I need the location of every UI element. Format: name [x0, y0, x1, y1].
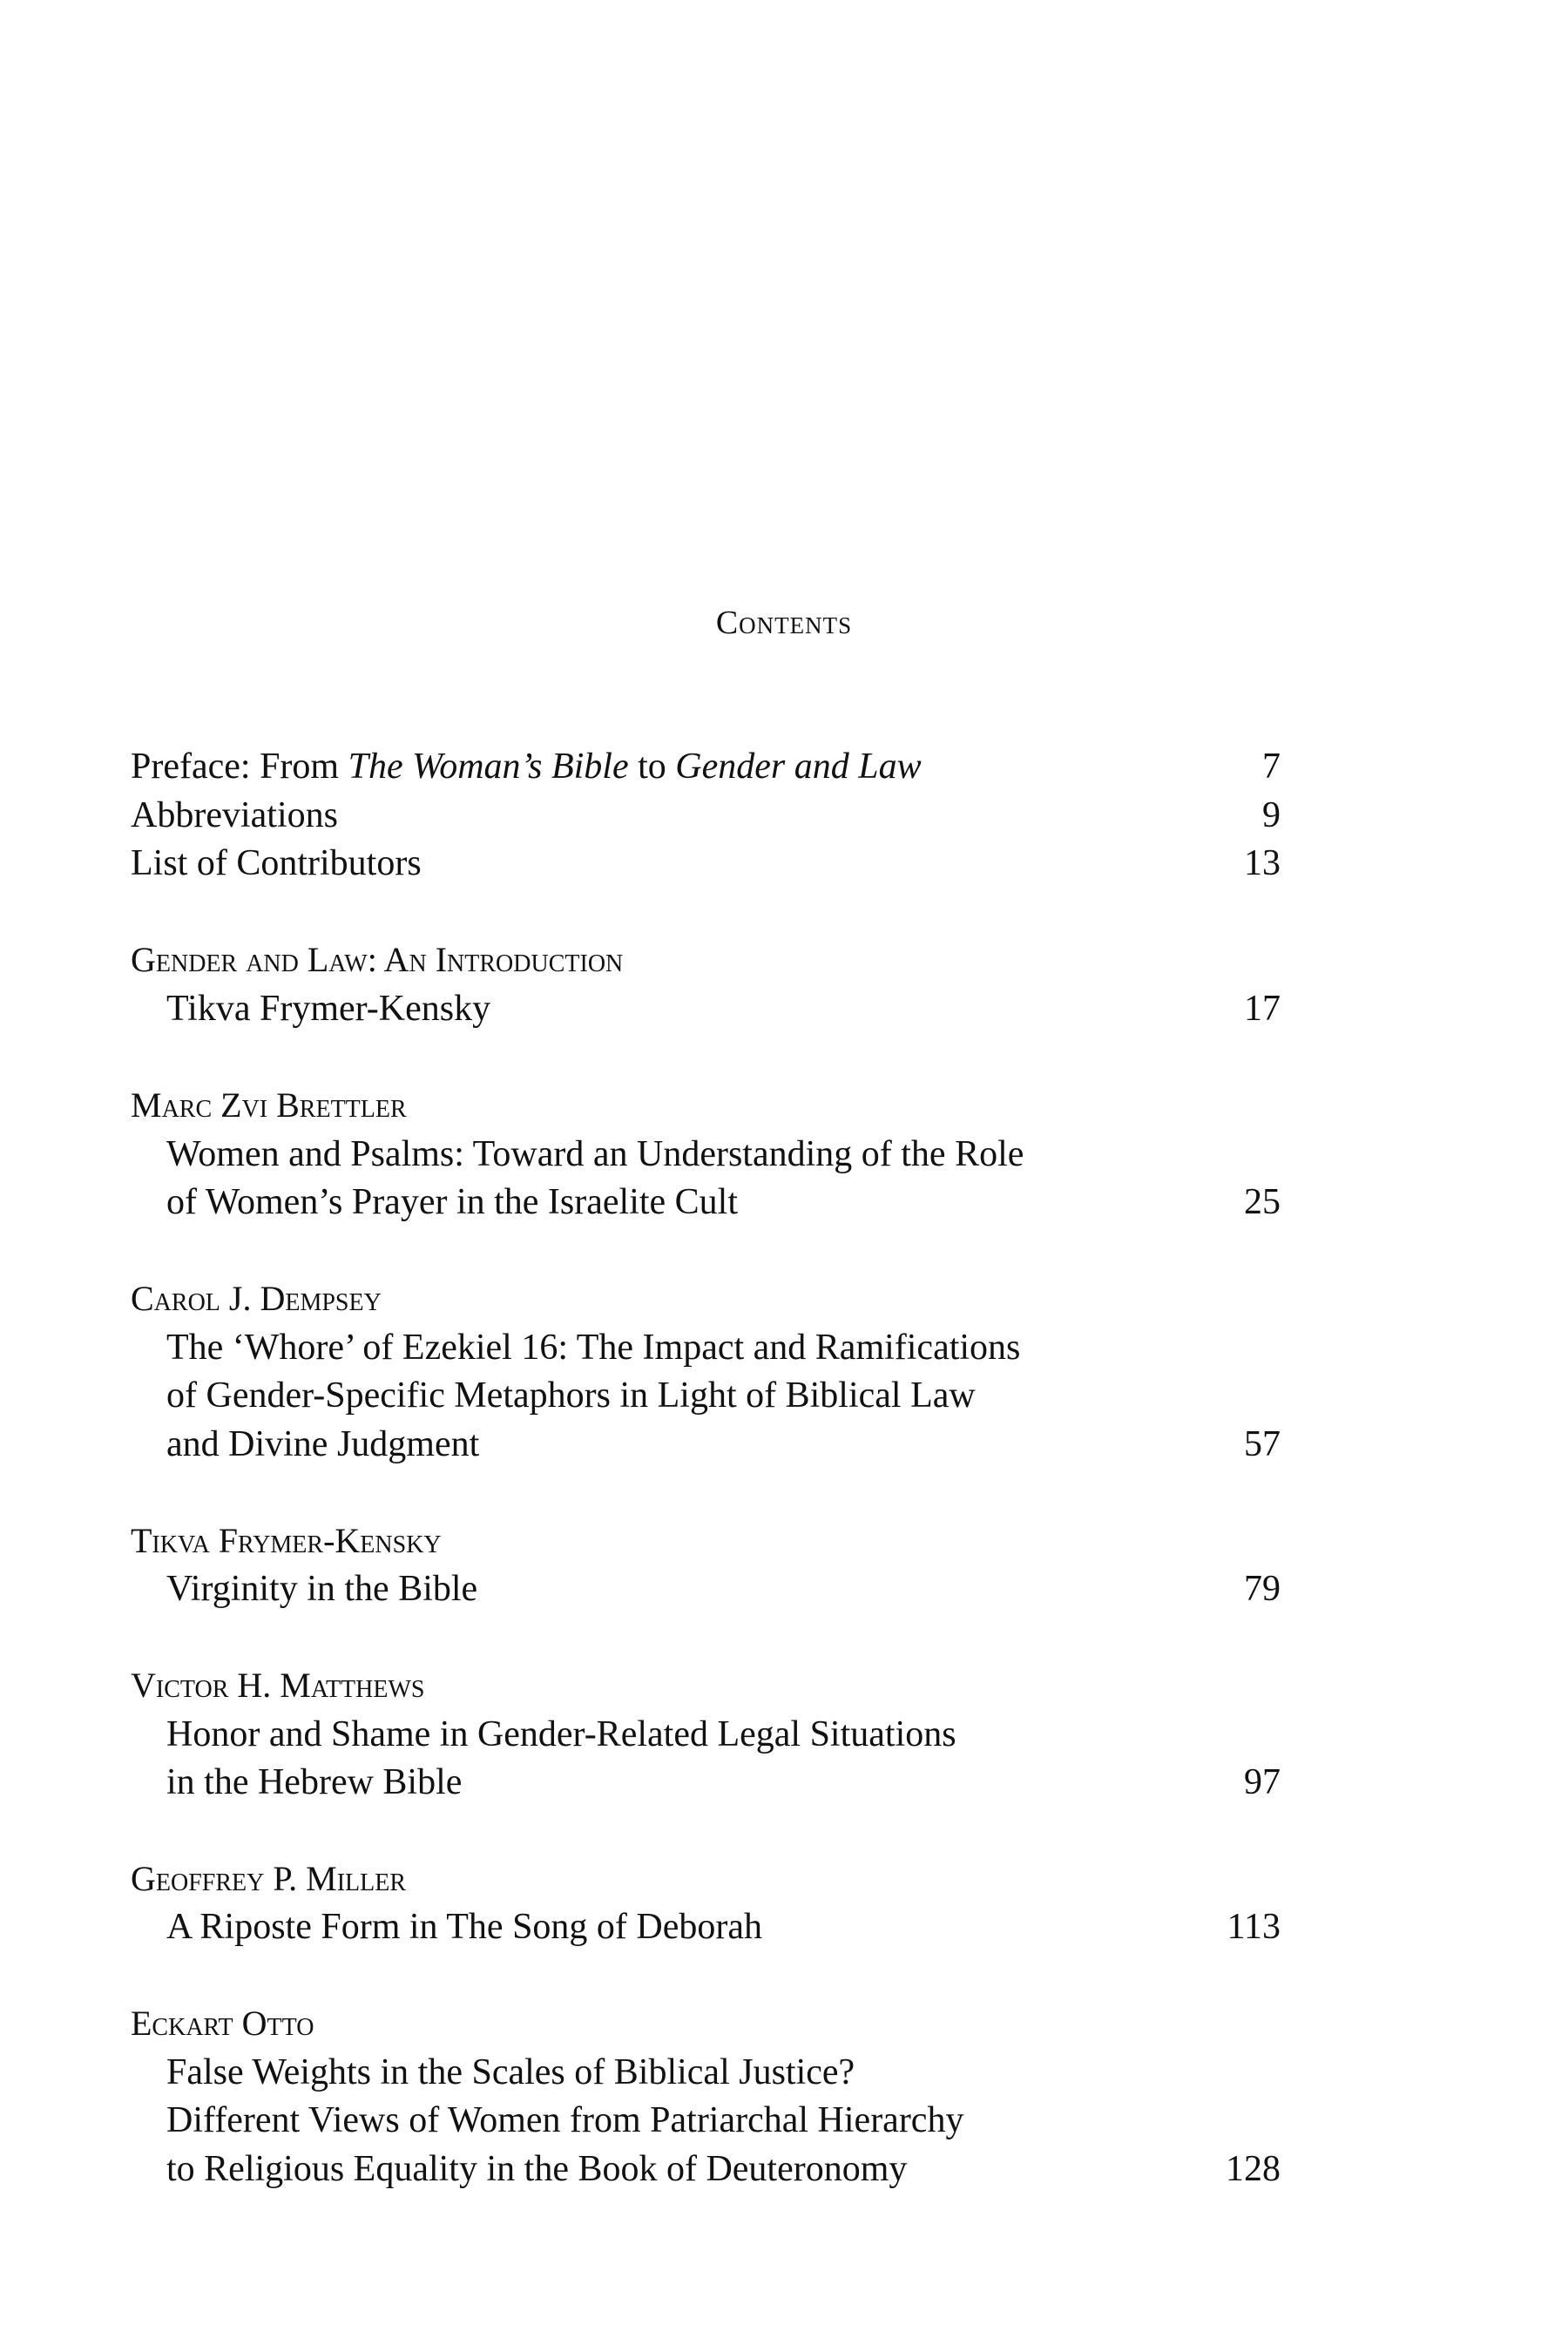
entry-line: The ‘Whore’ of Ezekiel 16: The Impact and Ramifications — [166, 1328, 1021, 1368]
entry-line: of Women’s Prayer in the Israelite Cult — [166, 1182, 739, 1222]
page-number: 25 — [1244, 1182, 1281, 1222]
page-number-preface: 7 — [1262, 747, 1281, 787]
page-number: 17 — [1244, 989, 1281, 1029]
preface-italic-1: The Woman’s Bible — [348, 747, 629, 787]
section-heading: Victor H. Matthews — [131, 1666, 425, 1705]
entry-line: Women and Psalms: Toward an Understanding of the Role — [166, 1134, 1024, 1174]
entry-line: A Riposte Form in The Song of Deborah — [166, 1907, 763, 1947]
toc-entry-contributors: List of Contributors — [131, 843, 422, 883]
page-number: 79 — [1244, 1569, 1281, 1609]
section-heading: Carol J. Dempsey — [131, 1279, 382, 1318]
section-heading: Eckart Otto — [131, 2004, 314, 2043]
entry-line: and Divine Judgment — [166, 1424, 480, 1464]
section-heading: Gender and Law: An Introduction — [131, 940, 624, 979]
entry-line: to Religious Equality in the Book of Deuteronomy — [166, 2149, 908, 2189]
preface-italic-2: Gender and Law — [675, 747, 922, 787]
page-number: 57 — [1244, 1424, 1281, 1464]
entry-line: False Weights in the Scales of Biblical Justice? — [166, 2052, 855, 2092]
preface-text-1: Preface: From — [131, 747, 348, 787]
entry-line: Honor and Shame in Gender-Related Legal Situations — [166, 1714, 956, 1754]
page-title: Contents — [715, 605, 853, 641]
section-heading: Marc Zvi Brettler — [131, 1085, 407, 1125]
entry-line: Tikva Frymer-Kensky — [166, 989, 491, 1029]
entry-line: in the Hebrew Bible — [166, 1762, 463, 1802]
entry-line: Different Views of Women from Patriarchal Hierarchy — [166, 2100, 964, 2140]
toc-entry-abbreviations: Abbreviations — [131, 795, 338, 835]
section-heading: Geoffrey P. Miller — [131, 1859, 407, 1898]
page-number-contributors: 13 — [1244, 843, 1281, 883]
page-number: 97 — [1244, 1762, 1281, 1802]
entry-line: Virginity in the Bible — [166, 1569, 478, 1609]
section-heading: Tikva Frymer-Kensky — [131, 1521, 442, 1560]
page-number: 113 — [1227, 1907, 1281, 1947]
entry-line: of Gender-Specific Metaphors in Light of Biblical Law — [166, 1375, 976, 1416]
toc-entry-preface — [131, 742, 922, 791]
preface-text-2: to — [628, 747, 676, 787]
page-number: 128 — [1226, 2149, 1281, 2189]
page-number-abbreviations: 9 — [1262, 795, 1281, 835]
